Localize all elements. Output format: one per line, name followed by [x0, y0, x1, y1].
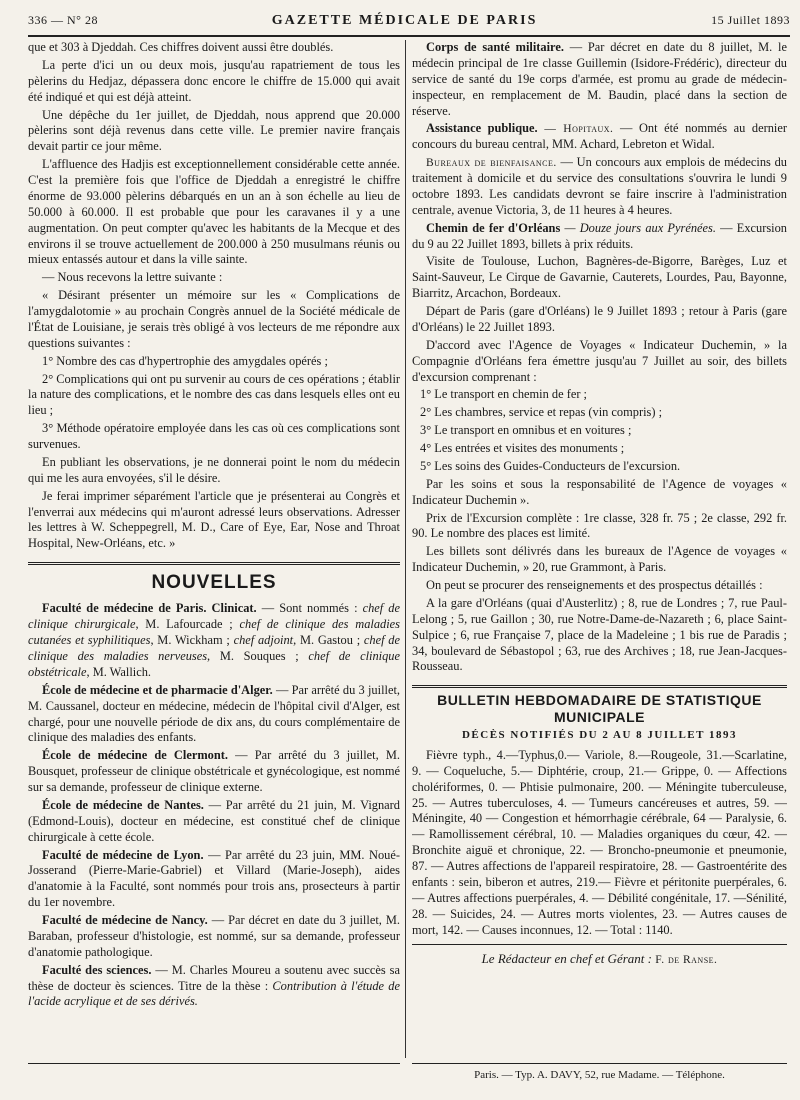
news-item: École de médecine et de pharmacie d'Alger. — Par arrêté du 3 juillet, M. Caussanel, docteur en médecine, médecin de l'hôpital civil d'Alger, est chargé, pour une nouvelle période de dix ans, du cours complémentaire de clinique des maladies des enfants.	[28, 682, 400, 745]
news-item: École de médecine de Clermont. — Par arrêté du 3 juillet, M. Bousquet, professeur de clinique obstétricale et gynécologique, est nommé sur sa demande, professeur de clinique externe.	[28, 748, 400, 795]
news-heading: Faculté des sciences.	[42, 962, 152, 977]
excursion-list	[412, 387, 787, 474]
paragraph: 1° Nombre des cas d'hypertrophie des amygdales opérés ;	[42, 353, 328, 368]
bulletin-body: Fièvre typh., 4.—Typhus,0.— Variole, 8.—Rougeole, 31.—Scarlatine, 9. — Coqueluche, 5.— Diphtérie, croup, 21.— Grippe, 0. — Affections cholériformes, 0. — Phtisie pulmonaire, 200. — Méningite tuberculeuse, 25. — Autres tuberculoses, 4. — Tumeurs cancéreuses et autres, 59. — Méningite, 40 — Congestion et hémorrhagie cérébrale, 64 — Paralysie, 6. — Ramollissement cérébral, 10. — Maladies organiques du cœur, 42. — Bronchite aiguë et chronique, 22. — Broncho-pneumonie et pneumonie, 87. — Autres affections de l'appareil respiratoire, 28. — Gastroentérite des enfants : sein, biberon et autres, 219.— Fièvre et péritonite puerpérales, 6. — Autres affections puerpérales, 4. — Débilité congénitale, 17. —Sénilité, 28. — Suicides, 24. — Autres morts violentes, 23. — Autres causes de mort, 142. — Causes inconnues, 12. — Total : 1140.	[412, 747, 787, 937]
bulletin-subheading: DÉCÈS NOTIFIÉS DU 2 AU 8 JUILLET 1893	[461, 728, 738, 741]
news-heading: École de médecine de Clermont.	[42, 748, 228, 763]
paragraph: La perte d'ici un ou deux mois, jusqu'au rapatriement de tous les pèlerins du Hedjaz, dépassera donc encore le chiffre de 15.000 qui avait été indiqué et qui est déjà atteint.	[28, 57, 400, 104]
news-heading: Chemin de fer d'Orléans	[426, 220, 561, 235]
list-item: 4° Les entrées et visites des monuments ;	[420, 441, 625, 455]
signature-role: Le Rédacteur en chef et Gérant :	[481, 951, 656, 967]
paragraph: En publiant les observations, je ne donnerai point le nom du médecin qui me les aura envoyées, s'il le désire.	[28, 454, 400, 485]
news-item: Chemin de fer d'Orléans — Douze jours aux Pyrénées. — Excursion du 9 au 22 Juillet 1893, billets à prix réduits.	[412, 220, 787, 251]
nouvelles-heading: NOUVELLES	[151, 572, 277, 594]
journal-title: GAZETTE MÉDICALE DE PARIS	[271, 13, 538, 29]
news-heading: Faculté de médecine de Lyon.	[42, 847, 204, 862]
bulletin-heading: BULLETIN HEBDOMADAIRE DE STATISTIQUE MUNICIPALE	[437, 692, 762, 726]
paragraph: L'affluence des Hadjis est exceptionnellement considérable cette année. C'est la première fois que l'office de Djeddah a enregistré le chiffre énorme de 93.000 pèlerins débarqués en un an à son échelle au lieu de 50.000 à 60.000. Il est probable que pour les caravanes il y a une augmentation. On peut compter qu'avec les habitants de la Mecque et des environs il se trouve actuellement de 200.000 à 250 musulmans réunis ou mieux entassés autour et dans la ville sainte.	[28, 157, 400, 267]
news-heading: Assistance publique.	[426, 121, 538, 136]
paragraph: Les billets sont délivrés dans les bureaux de l'Agence de voyages « Indicateur Duchemin, » 20, rue Grammont, à Paris.	[412, 544, 787, 575]
paragraph: A la gare d'Orléans (quai d'Austerlitz) ; 8, rue de Londres ; 7, rue Paul-Lelong ; 5, rue Gaillon ; 30, rue Notre-Dame-de-Nazareth ; 6, place Saint-Sulpice ; 6, rue Française 7, place de la Madeleine ; 1 bis rue de Paradis ; 34, boulevard de Sébastopol ; 63, rue des Archives ; 18, rue Jean-Jacques-Rousseau.	[412, 595, 787, 674]
news-heading: Faculté de médecine de Nancy.	[42, 913, 208, 928]
news-item: Assistance publique. — Hopitaux. — Ont été nommés au dernier concours du bureau central, MM. Achard, Lebreton et Widal.	[412, 121, 787, 152]
news-heading: Corps de santé militaire.	[426, 40, 564, 54]
bottom-rule	[28, 1063, 400, 1064]
signature-name: F. de Ranse.	[655, 954, 718, 967]
news-item: Faculté de médecine de Paris. Clinicat. — Sont nommés : chef de clinique chirurgicale, M. Lafourcade ; chef de clinique des maladies cutanées et syphilitiques, M. Wickham ; chef adjoint, M. Gastou ; chef de clinique des maladies nerveuses, M. Souques ; chef de clinique obstétricale, M. Wallich.	[28, 601, 400, 679]
news-item: Faculté de médecine de Nancy. — Par décret en date du 3 juillet, M. Baraban, professeur d'histologie, est nommé, sur sa demande, professeur d'anatomie pathologique.	[28, 913, 400, 959]
thesis-title: Contribution à l'étude de l'acide acrylique et de ses dérivés.	[28, 978, 400, 1009]
section-divider	[412, 685, 787, 688]
printer-imprint: Paris. — Typ. A. DAVY, 52, rue Madame. — Téléphone.	[412, 1063, 787, 1082]
paragraph: D'accord avec l'Agence de Voyages « Indicateur Duchemin, » la Compagnie d'Orléans fera émettre jusqu'au 7 Juillet au soir, des billets d'excursion comprenant :	[412, 337, 787, 384]
paragraph: — Nous recevons la lettre suivante :	[42, 270, 223, 285]
column-divider	[405, 40, 406, 1058]
section-divider	[28, 562, 400, 565]
paragraph: Je ferai imprimer séparément l'article que je présenterai au Congrès et l'enverrai aux médecins qui m'auront adressé leurs observations. Adresser les lettres à W. Scheppegrell, M. D., Care of Eye, Ear, Nose and Throat Hospital, New-Orléans, etc. »	[28, 488, 400, 551]
list-item: 1° Le transport en chemin de fer ;	[420, 387, 588, 402]
news-item: Bureaux de bienfaisance. — Un concours aux emplois de médecins du traitement à domicile et du service des consultations s'ouvrira le lundi 9 octobre 1893. Les candidats devront se faire inscrire à l'administration centrale, avenue Victoria, 3, de 11 heures à 4 heures.	[412, 155, 787, 217]
signature	[412, 944, 787, 968]
issue-date: 15 Juillet 1893	[711, 13, 790, 28]
paragraph: On peut se procurer des renseignements et des prospectus détaillés :	[426, 578, 763, 592]
left-column	[28, 40, 400, 1058]
news-item: École de médecine de Nantes. — Par arrêté du 21 juin, M. Vignard (Edmond-Louis), docteur en médecine, est constitué chef de clinique chirurgicale à cette école.	[28, 797, 400, 844]
news-heading: Faculté de médecine de Paris. Clinicat.	[42, 601, 257, 616]
news-heading: École de médecine et de pharmacie d'Alger.	[42, 682, 273, 697]
paragraph: 2° Complications qui ont pu survenir au cours de ces opérations ; établir la nature des complications, et le nombre des cas dans lesquels elles ont eu lieu ;	[28, 371, 400, 418]
header-rule	[28, 35, 790, 37]
right-column	[412, 40, 787, 1058]
paragraph: 3° Méthode opératoire employée dans les cas où ces complications sont survenues.	[28, 421, 400, 451]
news-heading: École de médecine de Nantes.	[42, 797, 204, 812]
news-heading: Bureaux de bienfaisance.	[426, 157, 557, 170]
paragraph: que et 303 à Djeddah. Ces chiffres doivent aussi être doublés.	[28, 40, 334, 54]
paragraph: Départ de Paris (gare d'Orléans) le 9 Juillet 1893 ; retour à Paris (gare d'Orléans) le 22 Juillet 1893.	[412, 304, 787, 334]
page-header	[28, 10, 790, 32]
paragraph: Une dépêche du 1er juillet, de Djeddah, nous apprend que 20.000 pèlerins sont déjà revenus dans cette ville. Le premier navire français devait partir ce jour même.	[28, 107, 400, 154]
paragraph: Par les soins et sous la responsabilité de l'Agence de voyages « Indicateur Duchemin ».	[412, 476, 787, 507]
paragraph: Visite de Toulouse, Luchon, Bagnères-de-Bigorre, Barèges, Luz et Saint-Sauveur, Le Cirque de Gavarnie, Cauterets, Lourdes, Pau, Bayonne, Biarritz, Arcachon, Bordeaux.	[412, 254, 787, 301]
paragraph: « Désirant présenter un mémoire sur les « Complications de l'amygdalotomie » au prochain Congrès annuel de la Société médicale de l'État de Louisiane, je serais très obligé à vos lecteurs de me répondre aux questions suivantes :	[28, 288, 400, 350]
list-item: 3° Le transport en omnibus et en voitures ;	[420, 423, 632, 438]
paragraph: Prix de l'Excursion complète : 1re classe, 328 fr. 75 ; 2e classe, 292 fr. 90. Le nombre des places est limité.	[412, 510, 787, 541]
list-item: 2° Les chambres, service et repas (vin compris) ;	[420, 405, 663, 420]
news-item: Corps de santé militaire. — Par décret en date du 8 juillet, M. le médecin principal de 1re classe Guillemin (Isidore-Frédéric), directeur du service de santé du 19e corps d'armée, est promu au grade de médecin-inspecteur, en remplacement de M. Baudin, placé dans la section de réserve.	[412, 40, 787, 118]
news-item: Faculté des sciences. — M. Charles Moureu a soutenu avec succès sa thèse de docteur ès sciences. Titre de la thèse : Contribution à l'étude de l'acide acrylique et de ses dérivés.	[28, 962, 400, 1009]
page-number: 336 — N° 28	[28, 13, 98, 28]
news-item: Faculté de médecine de Lyon. — Par arrêté du 23 juin, MM. Noué-Josserand (Pierre-Marie-Gabriel) et Villard (Marie-Joseph), aides d'anatomie à la Faculté, sont nommés pour trois ans, prosecteurs à partir du 1er novembre.	[28, 847, 400, 910]
list-item: 5° Les soins des Guides-Conducteurs de l'excursion.	[420, 458, 681, 473]
